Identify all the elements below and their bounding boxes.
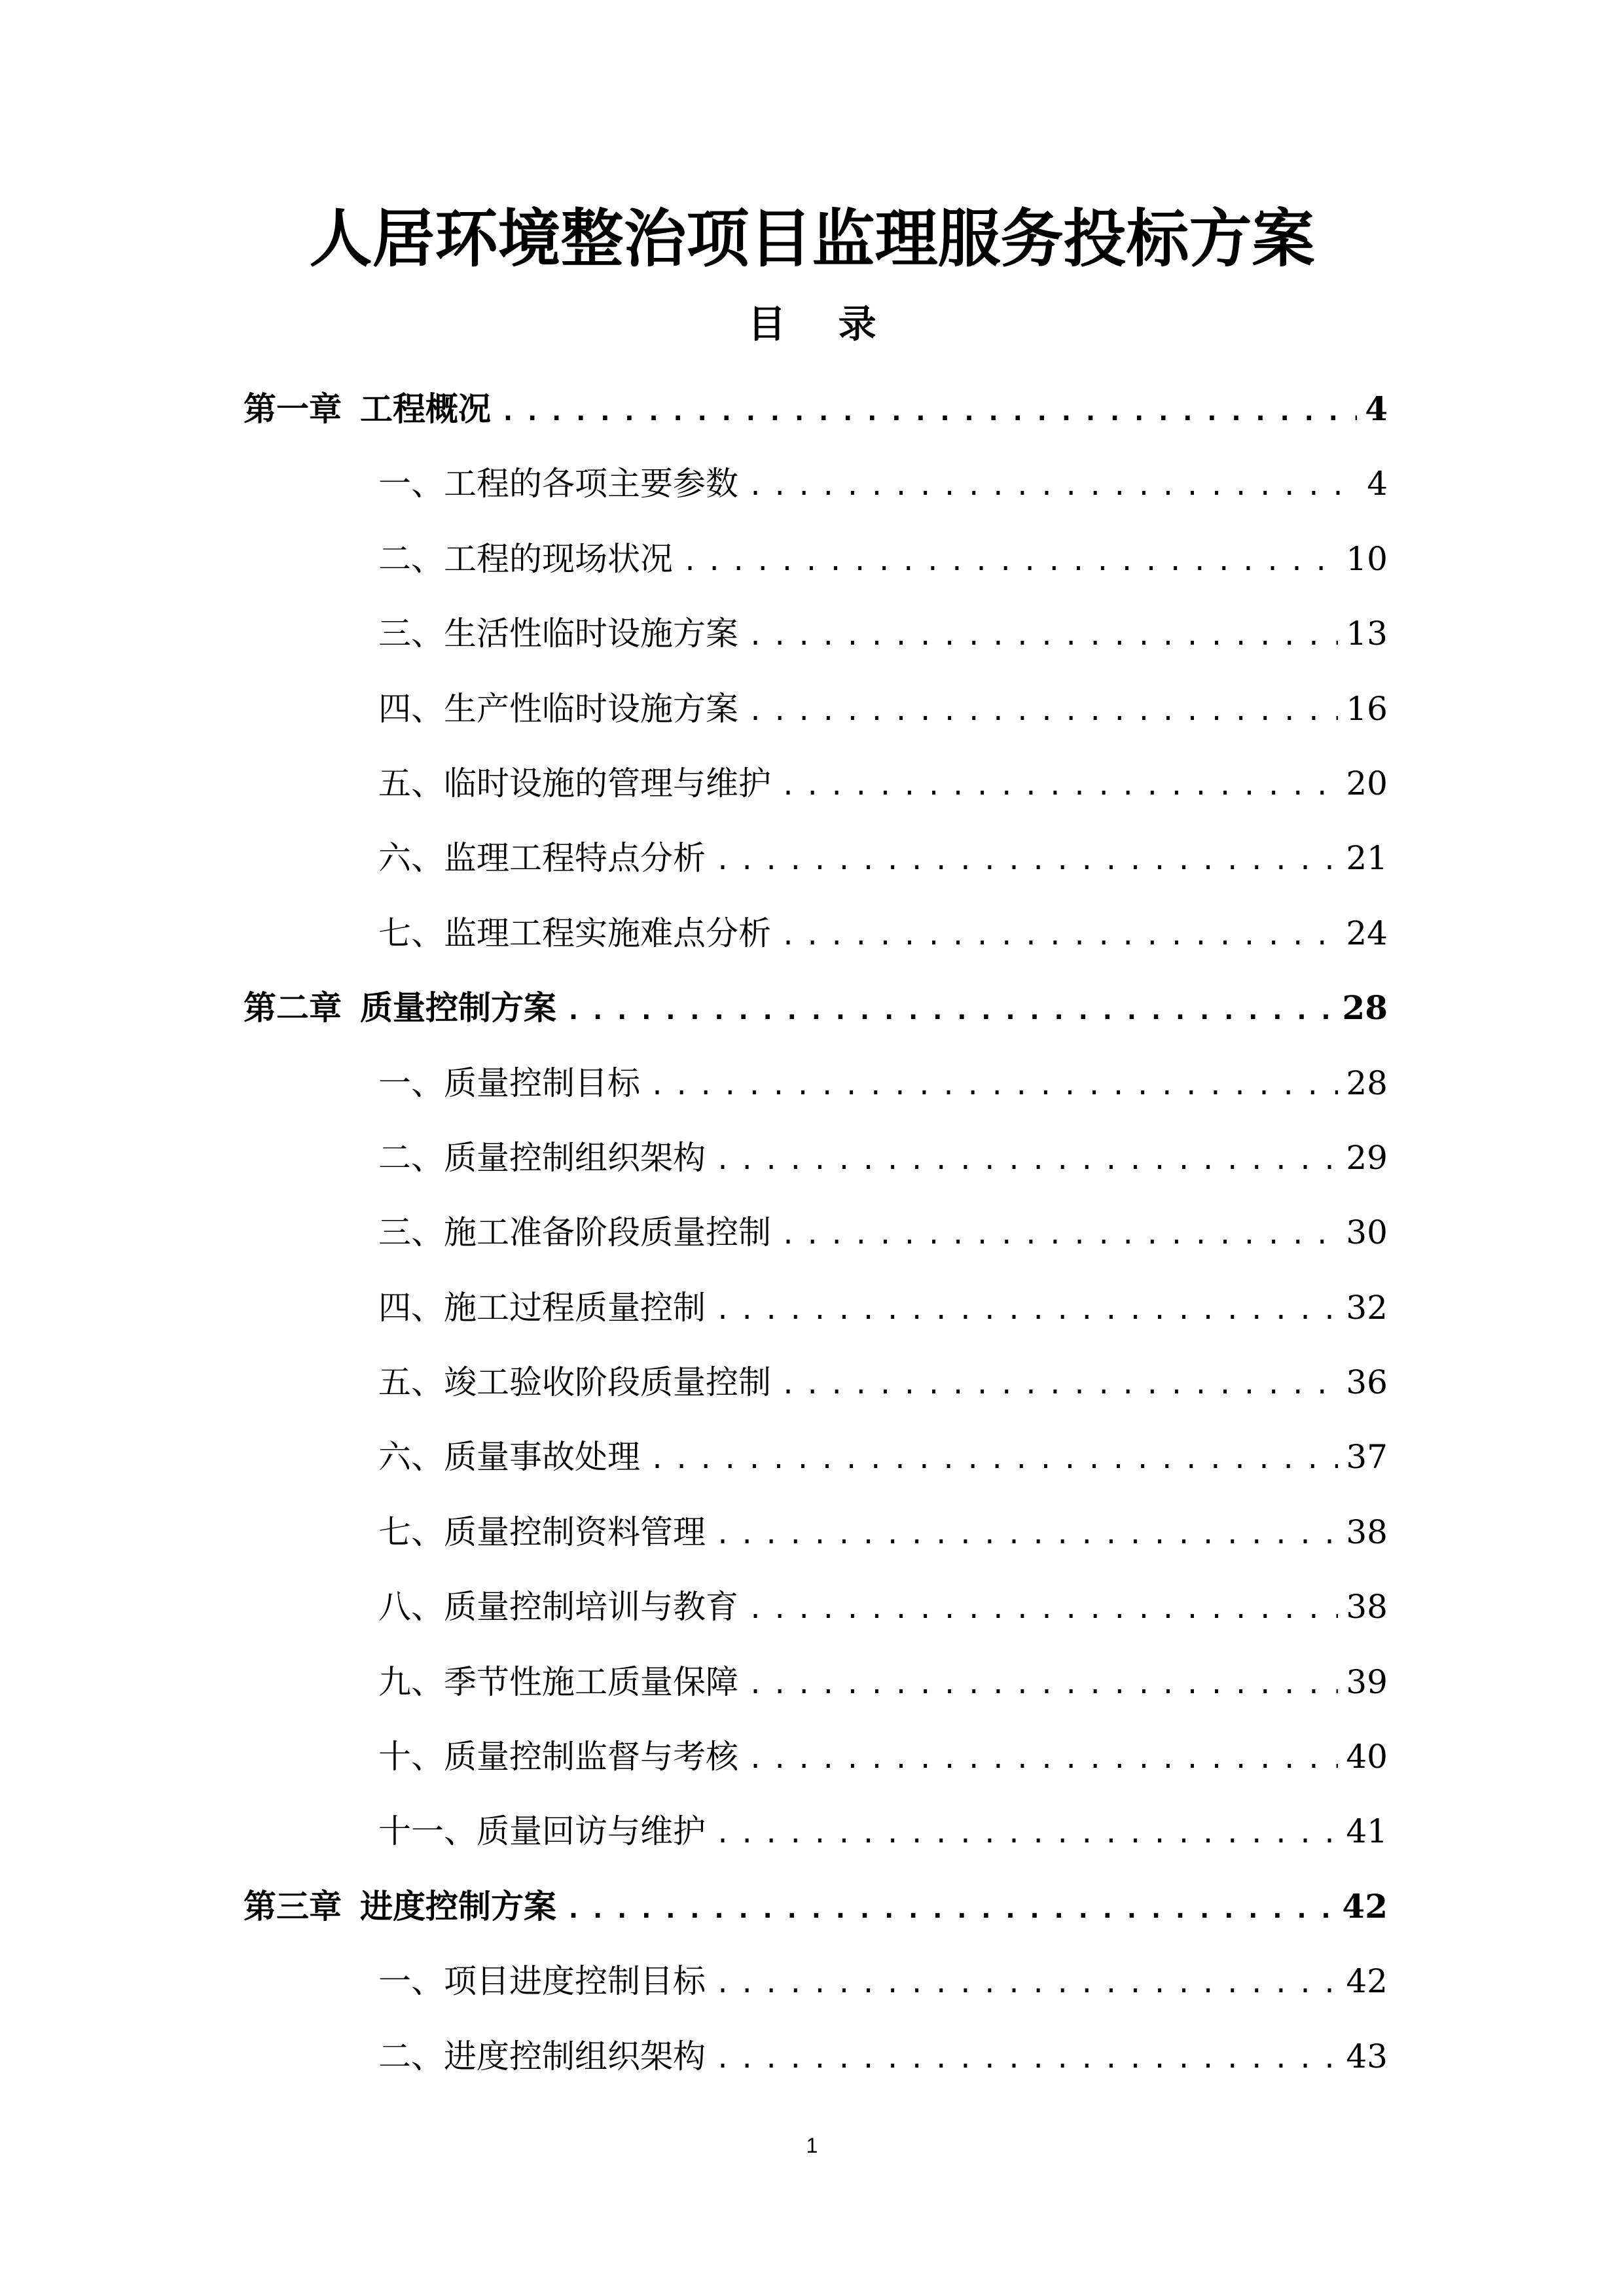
toc-dot-leader	[715, 1273, 1338, 1348]
toc-entry-label	[378, 821, 706, 895]
toc-dot-leader	[649, 1049, 1338, 1123]
toc-page-number: 39	[1346, 1662, 1388, 1701]
toc-entry-label	[244, 971, 556, 1045]
toc-dot-leader	[715, 1946, 1338, 2021]
toc-section-entry[interactable]	[244, 1195, 1388, 1270]
toc-entry-label	[378, 896, 771, 971]
toc-dot-leader	[566, 973, 1334, 1048]
toc-section-entry[interactable]	[244, 1420, 1388, 1494]
toc-entry-title: 八、质量控制培训与教育	[378, 1588, 738, 1626]
toc-section-entry[interactable]	[244, 1719, 1388, 1794]
toc-entry-title: 六、监理工程特点分析	[378, 839, 706, 878]
toc-section-entry[interactable]	[244, 1495, 1388, 1570]
toc-section-entry[interactable]	[244, 446, 1388, 521]
toc-page-number: 42	[1346, 1962, 1388, 2001]
toc-page-number: 10	[1346, 539, 1388, 578]
toc-chapter-entry[interactable]	[244, 971, 1388, 1045]
toc-entry-label	[378, 1495, 706, 1570]
toc-page-number: 20	[1346, 764, 1388, 802]
toc-dot-leader	[715, 823, 1338, 898]
toc-chapter-entry[interactable]	[244, 1869, 1388, 1944]
toc-dot-leader	[780, 749, 1338, 823]
toc-entry-title: 质量控制方案	[360, 988, 556, 1028]
toc-page-number: 13	[1346, 615, 1388, 653]
toc-entry-label	[378, 746, 771, 821]
page-number: 1	[806, 2134, 818, 2157]
toc-entry-title: 二、质量控制组织架构	[378, 1138, 706, 1177]
toc-entry-title: 七、质量控制资料管理	[378, 1513, 706, 1551]
toc-section-entry[interactable]	[244, 746, 1388, 821]
toc-dot-leader	[748, 1647, 1338, 1722]
toc-section-entry[interactable]	[244, 1270, 1388, 1345]
toc-entry-title: 十、质量控制监督与考核	[378, 1738, 738, 1776]
toc-page-number: 40	[1346, 1738, 1388, 1776]
toc-dot-leader	[748, 599, 1338, 673]
toc-dot-leader	[715, 1797, 1338, 1871]
toc-section-entry[interactable]	[244, 672, 1388, 746]
toc-section-entry[interactable]	[244, 2019, 1388, 2094]
toc-page-number: 16	[1346, 689, 1388, 728]
toc-entry-title: 二、工程的现场状况	[378, 539, 673, 578]
toc-entry-title: 四、施工过程质量控制	[378, 1288, 706, 1327]
toc-entry-title: 进度控制方案	[360, 1886, 556, 1926]
toc-page-number: 28	[1342, 988, 1388, 1028]
toc-section-entry[interactable]	[244, 522, 1388, 596]
toc-page-number: 38	[1346, 1513, 1388, 1551]
toc-page-number: 42	[1342, 1886, 1388, 1926]
toc-entry-title: 五、竣工验收阶段质量控制	[378, 1363, 771, 1402]
toc-dot-leader	[780, 1348, 1338, 1422]
toc-section-entry[interactable]	[244, 821, 1388, 895]
toc-page-number: 4	[1365, 389, 1388, 428]
toc-entry-title: 五、临时设施的管理与维护	[378, 764, 771, 802]
toc-entry-label	[378, 1570, 738, 1644]
toc-entry-label	[378, 596, 738, 671]
toc-dot-leader	[780, 899, 1338, 973]
toc-section-entry[interactable]	[244, 1570, 1388, 1644]
toc-section-entry[interactable]	[244, 1121, 1388, 1195]
toc-entry-title: 十一、质量回访与维护	[378, 1812, 706, 1851]
toc-section-entry[interactable]	[244, 1645, 1388, 1719]
toc-entry-title: 工程概况	[360, 389, 491, 428]
toc-entry-title: 六、质量事故处理	[378, 1438, 640, 1477]
toc-entry-label	[378, 1345, 771, 1420]
toc-entry-title: 七、监理工程实施难点分析	[378, 914, 771, 952]
toc-dot-leader	[780, 1198, 1338, 1272]
toc-heading: 目 录	[748, 302, 896, 346]
toc-dot-leader	[566, 1872, 1334, 1946]
toc-entry-label	[378, 1645, 738, 1719]
toc-entry-label	[378, 1046, 640, 1121]
toc-dot-leader	[748, 674, 1338, 749]
toc-entry-label	[378, 1195, 771, 1270]
toc-dot-leader	[682, 524, 1338, 599]
toc-entry-label	[244, 372, 491, 446]
toc-entry-title: 一、质量控制目标	[378, 1064, 640, 1102]
toc-entry-title: 九、季节性施工质量保障	[378, 1662, 738, 1701]
toc-page-number: 37	[1346, 1438, 1388, 1477]
toc-page-number: 28	[1346, 1064, 1388, 1102]
toc-page-number: 24	[1346, 914, 1388, 952]
toc-entry-label	[378, 522, 673, 596]
toc-page-number: 41	[1346, 1812, 1388, 1851]
toc-dot-leader	[715, 1123, 1338, 1198]
toc-page-number: 21	[1346, 839, 1388, 878]
toc-entry-label	[378, 446, 738, 521]
toc-dot-leader	[649, 1422, 1338, 1497]
toc-entry-label	[378, 1719, 738, 1794]
toc-section-entry[interactable]	[244, 1046, 1388, 1121]
toc-entry-label	[378, 1794, 706, 1869]
toc-page-number: 29	[1346, 1138, 1388, 1177]
toc-dot-leader	[500, 374, 1357, 449]
toc-page-number: 38	[1346, 1588, 1388, 1626]
toc-section-entry[interactable]	[244, 1345, 1388, 1420]
toc-section-entry[interactable]	[244, 1944, 1388, 2018]
document-title: 人居环境整治项目监理服务投标方案	[309, 202, 1315, 276]
toc-entry-label	[378, 1944, 706, 2018]
toc-entry-title: 一、项目进度控制目标	[378, 1962, 706, 2001]
toc-page-number: 36	[1346, 1363, 1388, 1402]
toc-entry-title: 四、生产性临时设施方案	[378, 689, 738, 728]
toc-entry-label	[378, 672, 738, 746]
toc-dot-leader	[748, 1572, 1338, 1647]
toc-dot-leader	[748, 1722, 1338, 1797]
toc-section-entry[interactable]	[244, 596, 1388, 671]
toc-dot-leader	[715, 2022, 1338, 2096]
toc-page-number: 4	[1367, 465, 1388, 503]
toc-dot-leader	[715, 1498, 1338, 1572]
toc-page-number: 32	[1346, 1288, 1388, 1327]
toc-chapter-number: 第一章	[244, 389, 342, 428]
toc-entry-label	[244, 1869, 556, 1944]
toc-entry-title: 一、工程的各项主要参数	[378, 465, 738, 503]
toc-page-number: 30	[1346, 1213, 1388, 1252]
toc-section-entry[interactable]	[244, 1794, 1388, 1869]
toc-entry-title: 三、施工准备阶段质量控制	[378, 1213, 771, 1252]
toc-dot-leader	[748, 449, 1359, 524]
toc-entry-label	[378, 2019, 706, 2094]
toc-entry-title: 三、生活性临时设施方案	[378, 615, 738, 653]
table-of-contents	[244, 372, 1388, 2094]
toc-entry-title: 二、进度控制组织架构	[378, 2037, 706, 2075]
toc-entry-label	[378, 1270, 706, 1345]
toc-section-entry[interactable]	[244, 896, 1388, 971]
toc-page-number: 43	[1346, 2037, 1388, 2075]
toc-chapter-number: 第二章	[244, 988, 342, 1028]
toc-chapter-entry[interactable]	[244, 372, 1388, 446]
toc-entry-label	[378, 1420, 640, 1494]
toc-entry-label	[378, 1121, 706, 1195]
toc-chapter-number: 第三章	[244, 1886, 342, 1926]
